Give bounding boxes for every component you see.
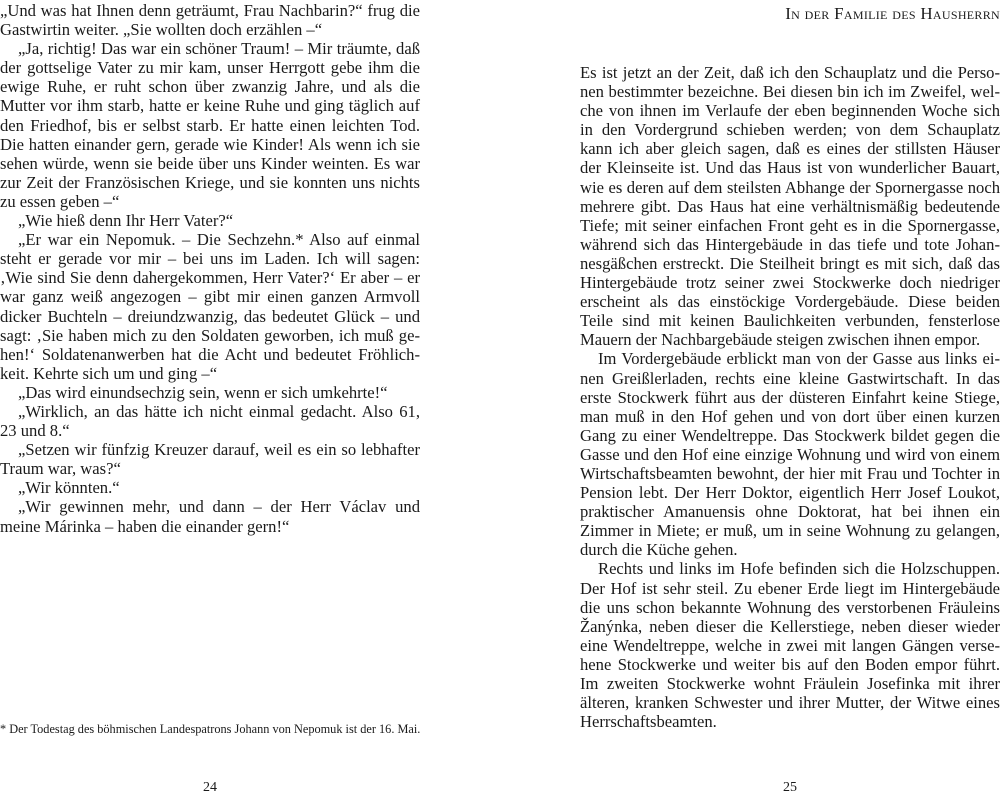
paragraph: „Setzen wir fünfzig Kreuzer darauf, weil es ein so lebhafter Traum war, was?“ [0, 440, 420, 479]
paragraph: „Ja, richtig! Das war ein schöner Traum! – Mir träumte, daß der gottselige Vater zu mir kam, unser Herrgott gebe ihm die ewige Ruhe, er ruht schon über zwanzig Jahre, und als die Mutter vor ihm starb, hatte er keine Ruhe und ging täglich auf den Friedhof, bis er selbst starb. Er hatte einen leichten Tod. Die hatten einander gern, gerade wie Kinder! Als wenn ich sie sehen würde, wenn sie beide über uns Kinder weinten. Es war zur Zeit der Französischen Kriege, und sie konnten uns nichts zu essen geben –“ [0, 39, 420, 211]
footnote: * Der Todestag des böhmischen Landespatrons Johann von Nepomuk ist der 16. Mai. [0, 722, 421, 736]
paragraph: „Wirklich, an das hätte ich nicht einmal gedacht. Also 61, 23 und 8.“ [0, 401, 420, 441]
left-page [0, 0, 420, 800]
running-head: In der Familie des Hausherrn [785, 4, 1000, 23]
paragraph: Im Vordergebäude erblickt man von der Gasse aus links einen Greißlerladen, rechts eine kleine Gastwirtschaft. In das erste Stockwerk führt aus der düsteren Einfahrt keine Stiege, man muß in den Hof gehen und von dort über einen kurzen Gang zu einer Wendeltreppe. Das Stockwerk bildet gegen die Gasse und den Hof eine einzige Wohnung und wird von einem Wirtschaftsbeamten bewohnt, der hier mit Frau und Tochter in Pension lebt. Der Herr Doktor, eigentlich Herr Josef Loukot, praktischer Amanuensis ohne Doktorat, hat bei ihnen ein Zimmer in Miete; er muß, um in seine Wohnung zu gelangen, durch die Küche gehen. [580, 349, 1000, 560]
paragraph: „Wie hieß denn Ihr Herr Vater?“ [18, 211, 234, 231]
left-page-text [0, 1, 420, 536]
paragraph: „Und was hat Ihnen denn geträumt, Frau Nachbarin?“ frug die Gastwirtin weiter. „Sie wollten doch erzählen –“ [0, 1, 420, 40]
paragraph: „Wir gewinnen mehr, und dann – der Herr Václav und meine Márinka – haben die einander gern!“ [0, 497, 420, 536]
paragraph: „Wir könnten.“ [18, 478, 120, 498]
paragraph: Rechts und links im Hofe befinden sich die Holzschuppen. Der Hof ist sehr steil. Zu ebener Erde liegt im Hintergebäude die uns schon bekannte Wohnung des verstorbenen Fräuleins Žanýnka, neben dieser die Kellerstiege, neben dieser wieder eine Wendeltreppe, welche in zwei mit langen Gängen versehene Stockwerke und weiter bis auf den Boden empor führt. Im zweiten Stockwerke wohnt Fräulein Josefinka mit ihrer älteren, kranken Schwester und ihrer Mutter, der Witwe eines Herrschaftsbeamten. [580, 559, 1000, 732]
paragraph: Es ist jetzt an der Zeit, daß ich den Schauplatz und die Personen bestimmter bezeichne. Bei diesen bin ich im Zweifel, welche von ihnen im Verlaufe der eben beginnenden Woche sich in den Vordergrund schieben werden; von dem Schauplatz kann ich aber gleich sagen, daß es eines der stillsten Häuser der Kleinseite ist. Und das Haus ist von wunderlicher Bauart, wie es deren auf dem steilsten Abhange der Spornergasse noch mehrere gibt. Das Haus hat eine verhältnismäßig bedeutende Tiefe; mit seiner einfachen Front geht es in die Spornergasse, während sich das Hintergebäude in das tiefe und tote Johannesgäßchen erstreckt. Die Steilheit bringt es mit sich, daß das Hintergebäude trotz seiner zwei Stockwerke doch niedriger erscheint als das einstöckige Vordergebäude. Diese beiden Teile sind mit keinen Baulichkeiten verbunden, fensterlose Mauern der Nachbargebäude steigen zwischen ihnen empor. [580, 63, 1000, 350]
right-page [580, 0, 1000, 800]
paragraph: „Das wird einundsechzig sein, wenn er sich umkehrte!“ [18, 382, 388, 402]
page-number-right: 25 [783, 780, 797, 795]
paragraph: „Er war ein Nepomuk. – Die Sechzehn.* Also auf einmal steht er gerade vor mir – bei uns im Laden. Ich will sagen: ‚Wie sind Sie denn dahergekommen, Herr Vater?‘ Er aber – er war ganz weiß angezogen – gibt mir einen ganzen Armvoll dicker Buchteln – dreiundzwanzig, das bedeutet Glück – und sagt: ‚Sie haben mich zu den Soldaten geworben, ich muß gehen!‘ Soldatenanwerben hat die Acht und bedeutet Fröhlichkeit. Kehrte sich um und ging –“ [0, 230, 420, 383]
right-page-text [580, 63, 1000, 731]
page-number-left: 24 [203, 780, 217, 795]
